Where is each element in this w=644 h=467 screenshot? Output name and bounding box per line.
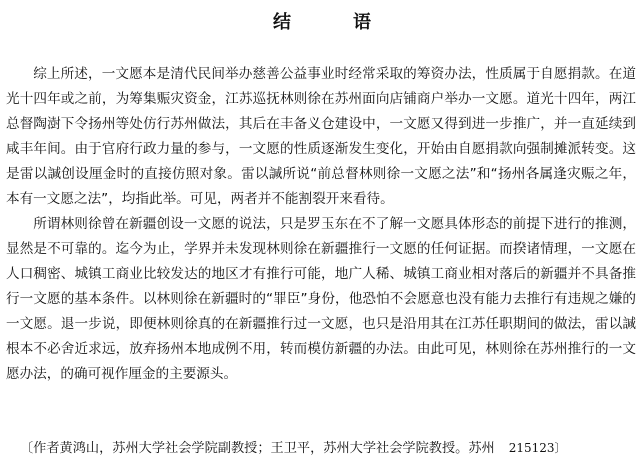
author-note: [20, 437, 640, 460]
section-title: 结 语: [273, 12, 393, 33]
paragraph-summary: 综上所述，一文愿本是清代民间举办慈善公益事业时经常采取的筹资办法，性质属于自愿捐款。在道光十四年或之前，为筹集赈灾资金，江苏巡抚林则徐在苏州面向店铺商户举办一文愿。道光十四年，两江总督陶澍下令扬州等处仿行苏州做法，其后在丰备义仓建设中，一文愿又得到进一步推广，并一直延续到咸丰年间。由于官府行政力量的参与，一文愿的性质逐渐发生变化，开始由自愿捐款向强制摊派转变。这是雷以諴创设厘金时的直接仿照对象。雷以諴所说“前总督林则徐一文愿之法”和“扬州各属逢灾赈之年，本有一文愿之法”，均指此举。可见，两者并不能割裂开来看待。: [6, 66, 636, 207]
author-info: 〔作者黄鸿山，苏州大学社会学院副教授；王卫平，苏州大学社会学院教授。苏州: [20, 441, 495, 456]
paragraph-xinjiang: 所谓林则徐曾在新疆创设一文愿的说法，只是罗玉东在不了解一文愿具体形态的前提下进行的推测，显然是不可靠的。迄今为止，学界并未发现林则徐在新疆推行一文愿的任何证据。而揆诸情理，一文愿在人口稠密、城镇工商业比较发达的地区才有推行可能，地广人稀、城镇工商业相对落后的新疆并不具备推行一文愿的基本条件。以林则徐在新疆时的“罪臣”身份，他恐怕不会愿意也没有能力去推行有违规之嫌的一文愿。退一步说，即便林则徐真的在新疆推行过一文愿，也只是沿用其在江苏任职期间的做法，雷以諴根本不必舍近求远，放弃扬州本地成例不用，转而模仿新疆的办法。由此可见，林则徐在苏州推行的一文愿办法，的确可视作厘金的主要源头。: [6, 216, 636, 382]
postal-code: 215123〕: [508, 441, 567, 455]
body-text: [6, 62, 636, 387]
